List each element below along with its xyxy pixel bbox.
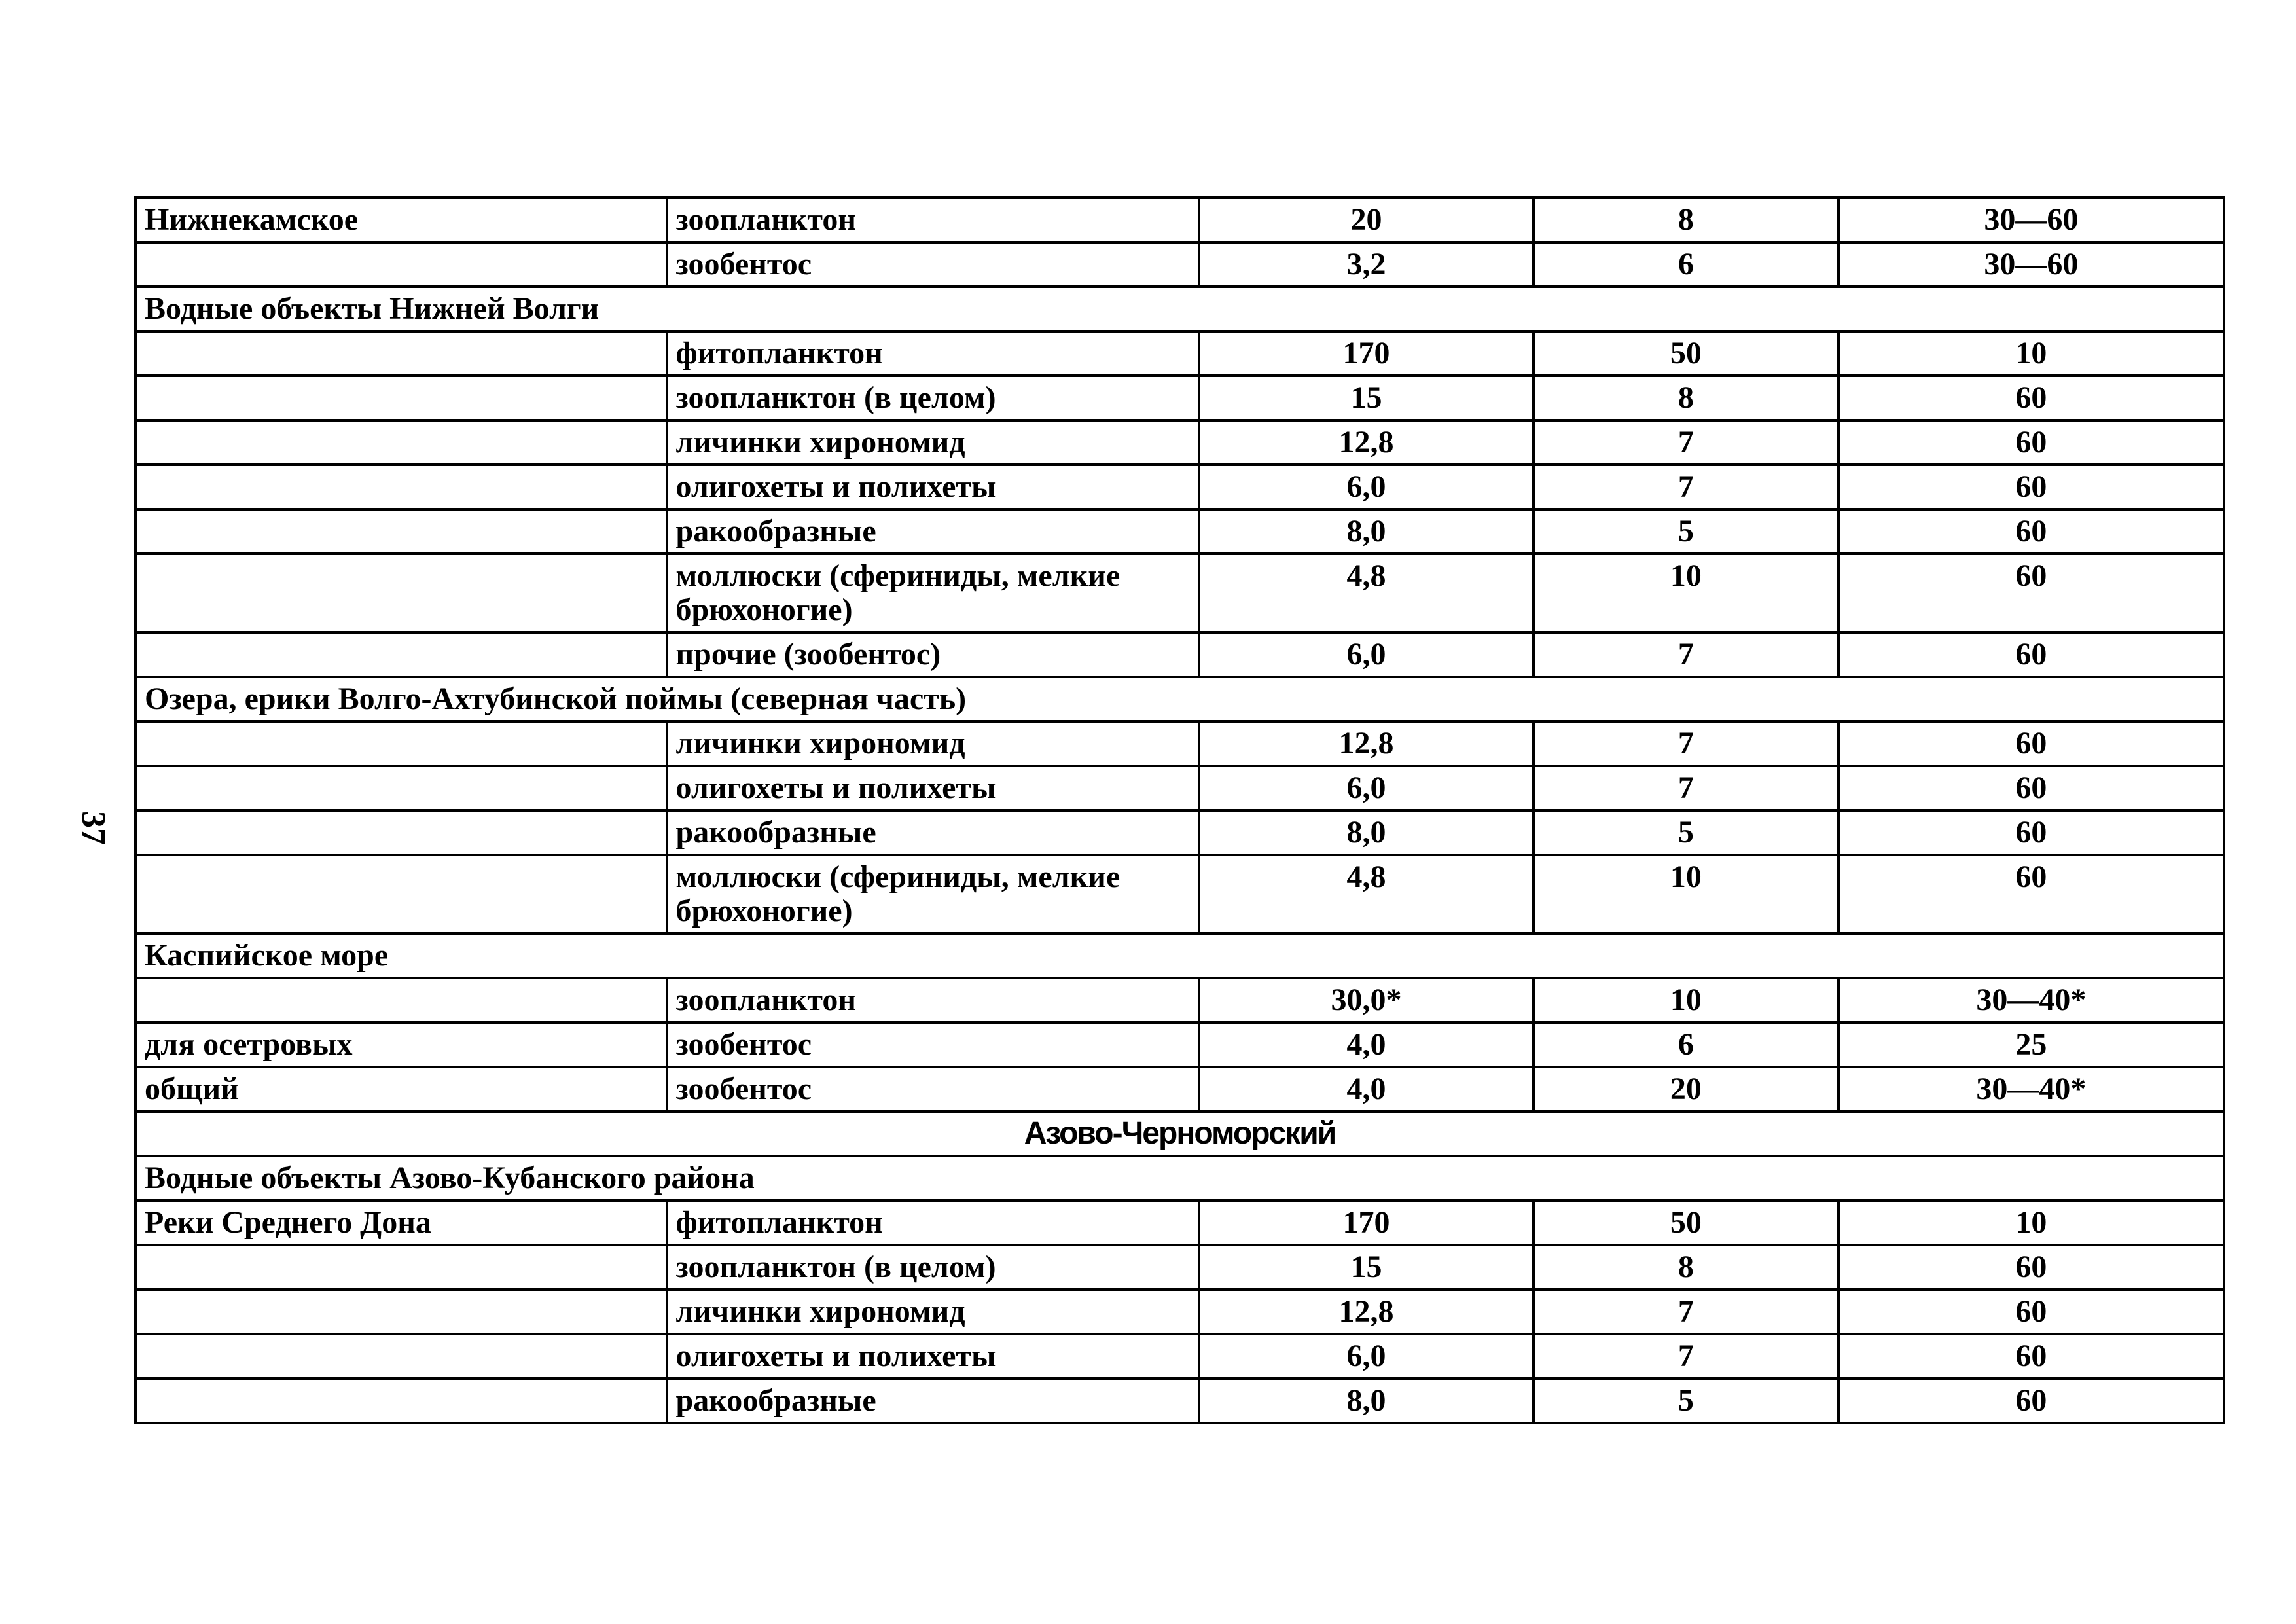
value-cell-2: 8 bbox=[1534, 1245, 1839, 1290]
location-cell: Реки Среднего Дона bbox=[135, 1200, 667, 1245]
value-cell-1: 15 bbox=[1199, 376, 1534, 420]
value-cell-1: 15 bbox=[1199, 1245, 1534, 1290]
section-title: Каспийское море bbox=[135, 933, 2224, 978]
value-cell-1: 12,8 bbox=[1199, 1290, 1534, 1334]
value-cell-2: 7 bbox=[1534, 766, 1839, 810]
organism-cell: прочие (зообентос) bbox=[667, 632, 1200, 677]
table-row bbox=[135, 810, 2224, 855]
biomass-table bbox=[134, 196, 2225, 1424]
value-cell-1: 170 bbox=[1199, 1200, 1534, 1245]
table-row bbox=[135, 331, 2224, 376]
organism-cell: зоопланктон bbox=[667, 978, 1200, 1022]
value-cell-2: 5 bbox=[1534, 509, 1839, 554]
value-cell-2: 7 bbox=[1534, 420, 1839, 465]
location-cell bbox=[135, 632, 667, 677]
value-cell-1: 20 bbox=[1199, 198, 1534, 242]
value-cell-1: 6,0 bbox=[1199, 632, 1534, 677]
location-cell: Нижнекамское bbox=[135, 198, 667, 242]
table-row bbox=[135, 242, 2224, 287]
table-row bbox=[135, 1290, 2224, 1334]
table-row bbox=[135, 376, 2224, 420]
organism-cell: личинки хирономид bbox=[667, 1290, 1200, 1334]
table-row bbox=[135, 1379, 2224, 1423]
section-row bbox=[135, 1156, 2224, 1200]
location-cell: для осетровых bbox=[135, 1022, 667, 1067]
location-cell bbox=[135, 554, 667, 632]
value-cell-2: 20 bbox=[1534, 1067, 1839, 1111]
section-row bbox=[135, 933, 2224, 978]
value-cell-3: 25 bbox=[1839, 1022, 2224, 1067]
section-title: Озера, ерики Волго-Ахтубинской поймы (северная часть) bbox=[135, 677, 2224, 721]
value-cell-1: 4,0 bbox=[1199, 1067, 1534, 1111]
location-cell bbox=[135, 420, 667, 465]
table-row bbox=[135, 554, 2224, 632]
location-cell bbox=[135, 465, 667, 509]
value-cell-3: 60 bbox=[1839, 554, 2224, 632]
table-row bbox=[135, 632, 2224, 677]
table-row bbox=[135, 509, 2224, 554]
value-cell-1: 6,0 bbox=[1199, 766, 1534, 810]
value-cell-2: 6 bbox=[1534, 242, 1839, 287]
organism-cell: фитопланктон bbox=[667, 331, 1200, 376]
value-cell-2: 10 bbox=[1534, 554, 1839, 632]
organism-cell: ракообразные bbox=[667, 1379, 1200, 1423]
value-cell-3: 60 bbox=[1839, 1334, 2224, 1379]
value-cell-3: 10 bbox=[1839, 331, 2224, 376]
table-row bbox=[135, 465, 2224, 509]
value-cell-3: 60 bbox=[1839, 810, 2224, 855]
location-cell bbox=[135, 978, 667, 1022]
table-row bbox=[135, 721, 2224, 766]
organism-cell: зоопланктон (в целом) bbox=[667, 1245, 1200, 1290]
table-row bbox=[135, 1067, 2224, 1111]
value-cell-2: 6 bbox=[1534, 1022, 1839, 1067]
table-row bbox=[135, 978, 2224, 1022]
value-cell-3: 10 bbox=[1839, 1200, 2224, 1245]
value-cell-3: 60 bbox=[1839, 855, 2224, 933]
location-cell bbox=[135, 509, 667, 554]
value-cell-2: 5 bbox=[1534, 1379, 1839, 1423]
page-number: 37 bbox=[75, 811, 112, 845]
organism-cell: ракообразные bbox=[667, 810, 1200, 855]
value-cell-2: 7 bbox=[1534, 1334, 1839, 1379]
value-cell-1: 4,8 bbox=[1199, 554, 1534, 632]
location-cell bbox=[135, 721, 667, 766]
value-cell-2: 50 bbox=[1534, 1200, 1839, 1245]
value-cell-2: 7 bbox=[1534, 465, 1839, 509]
organism-cell: зообентос bbox=[667, 1022, 1200, 1067]
table-body bbox=[135, 198, 2224, 1423]
value-cell-1: 30,0* bbox=[1199, 978, 1534, 1022]
value-cell-3: 60 bbox=[1839, 766, 2224, 810]
value-cell-3: 30—40* bbox=[1839, 978, 2224, 1022]
value-cell-3: 60 bbox=[1839, 465, 2224, 509]
value-cell-2: 7 bbox=[1534, 721, 1839, 766]
value-cell-1: 4,0 bbox=[1199, 1022, 1534, 1067]
organism-cell: зообентос bbox=[667, 242, 1200, 287]
region-title: Азово-Черноморский bbox=[135, 1111, 2224, 1156]
location-cell bbox=[135, 766, 667, 810]
value-cell-1: 8,0 bbox=[1199, 1379, 1534, 1423]
organism-cell: зообентос bbox=[667, 1067, 1200, 1111]
value-cell-3: 30—40* bbox=[1839, 1067, 2224, 1111]
organism-cell: олигохеты и полихеты bbox=[667, 766, 1200, 810]
value-cell-1: 6,0 bbox=[1199, 1334, 1534, 1379]
organism-cell: ракообразные bbox=[667, 509, 1200, 554]
value-cell-3: 60 bbox=[1839, 1379, 2224, 1423]
value-cell-3: 60 bbox=[1839, 721, 2224, 766]
table-row bbox=[135, 766, 2224, 810]
location-cell: общий bbox=[135, 1067, 667, 1111]
value-cell-3: 60 bbox=[1839, 632, 2224, 677]
organism-cell: личинки хирономид bbox=[667, 721, 1200, 766]
value-cell-1: 8,0 bbox=[1199, 509, 1534, 554]
location-cell bbox=[135, 855, 667, 933]
section-title: Водные объекты Нижней Волги bbox=[135, 287, 2224, 331]
value-cell-3: 30—60 bbox=[1839, 242, 2224, 287]
location-cell bbox=[135, 1245, 667, 1290]
organism-cell: фитопланктон bbox=[667, 1200, 1200, 1245]
value-cell-1: 3,2 bbox=[1199, 242, 1534, 287]
location-cell bbox=[135, 242, 667, 287]
value-cell-1: 8,0 bbox=[1199, 810, 1534, 855]
value-cell-3: 60 bbox=[1839, 420, 2224, 465]
organism-cell: зоопланктон (в целом) bbox=[667, 376, 1200, 420]
table-row bbox=[135, 420, 2224, 465]
table-row bbox=[135, 1245, 2224, 1290]
region-header-row bbox=[135, 1111, 2224, 1156]
value-cell-2: 10 bbox=[1534, 978, 1839, 1022]
table-row bbox=[135, 198, 2224, 242]
organism-cell: личинки хирономид bbox=[667, 420, 1200, 465]
table-row bbox=[135, 1200, 2224, 1245]
organism-cell: олигохеты и полихеты bbox=[667, 1334, 1200, 1379]
location-cell bbox=[135, 1334, 667, 1379]
value-cell-3: 60 bbox=[1839, 509, 2224, 554]
value-cell-1: 170 bbox=[1199, 331, 1534, 376]
value-cell-2: 7 bbox=[1534, 632, 1839, 677]
section-title: Водные объекты Азово-Кубанского района bbox=[135, 1156, 2224, 1200]
organism-cell: моллюски (сфериниды, мелкие брюхоногие) bbox=[667, 855, 1200, 933]
location-cell bbox=[135, 376, 667, 420]
value-cell-3: 60 bbox=[1839, 376, 2224, 420]
value-cell-2: 8 bbox=[1534, 376, 1839, 420]
value-cell-2: 7 bbox=[1534, 1290, 1839, 1334]
value-cell-3: 60 bbox=[1839, 1245, 2224, 1290]
value-cell-1: 12,8 bbox=[1199, 721, 1534, 766]
organism-cell: олигохеты и полихеты bbox=[667, 465, 1200, 509]
value-cell-2: 50 bbox=[1534, 331, 1839, 376]
location-cell bbox=[135, 331, 667, 376]
value-cell-2: 5 bbox=[1534, 810, 1839, 855]
table-row bbox=[135, 1022, 2224, 1067]
value-cell-1: 4,8 bbox=[1199, 855, 1534, 933]
organism-cell: зоопланктон bbox=[667, 198, 1200, 242]
section-row bbox=[135, 677, 2224, 721]
value-cell-3: 60 bbox=[1839, 1290, 2224, 1334]
section-row bbox=[135, 287, 2224, 331]
table-row bbox=[135, 855, 2224, 933]
organism-cell: моллюски (сфериниды, мелкие брюхоногие) bbox=[667, 554, 1200, 632]
value-cell-2: 8 bbox=[1534, 198, 1839, 242]
value-cell-2: 10 bbox=[1534, 855, 1839, 933]
table-row bbox=[135, 1334, 2224, 1379]
value-cell-1: 6,0 bbox=[1199, 465, 1534, 509]
location-cell bbox=[135, 1379, 667, 1423]
value-cell-3: 30—60 bbox=[1839, 198, 2224, 242]
location-cell bbox=[135, 810, 667, 855]
location-cell bbox=[135, 1290, 667, 1334]
value-cell-1: 12,8 bbox=[1199, 420, 1534, 465]
